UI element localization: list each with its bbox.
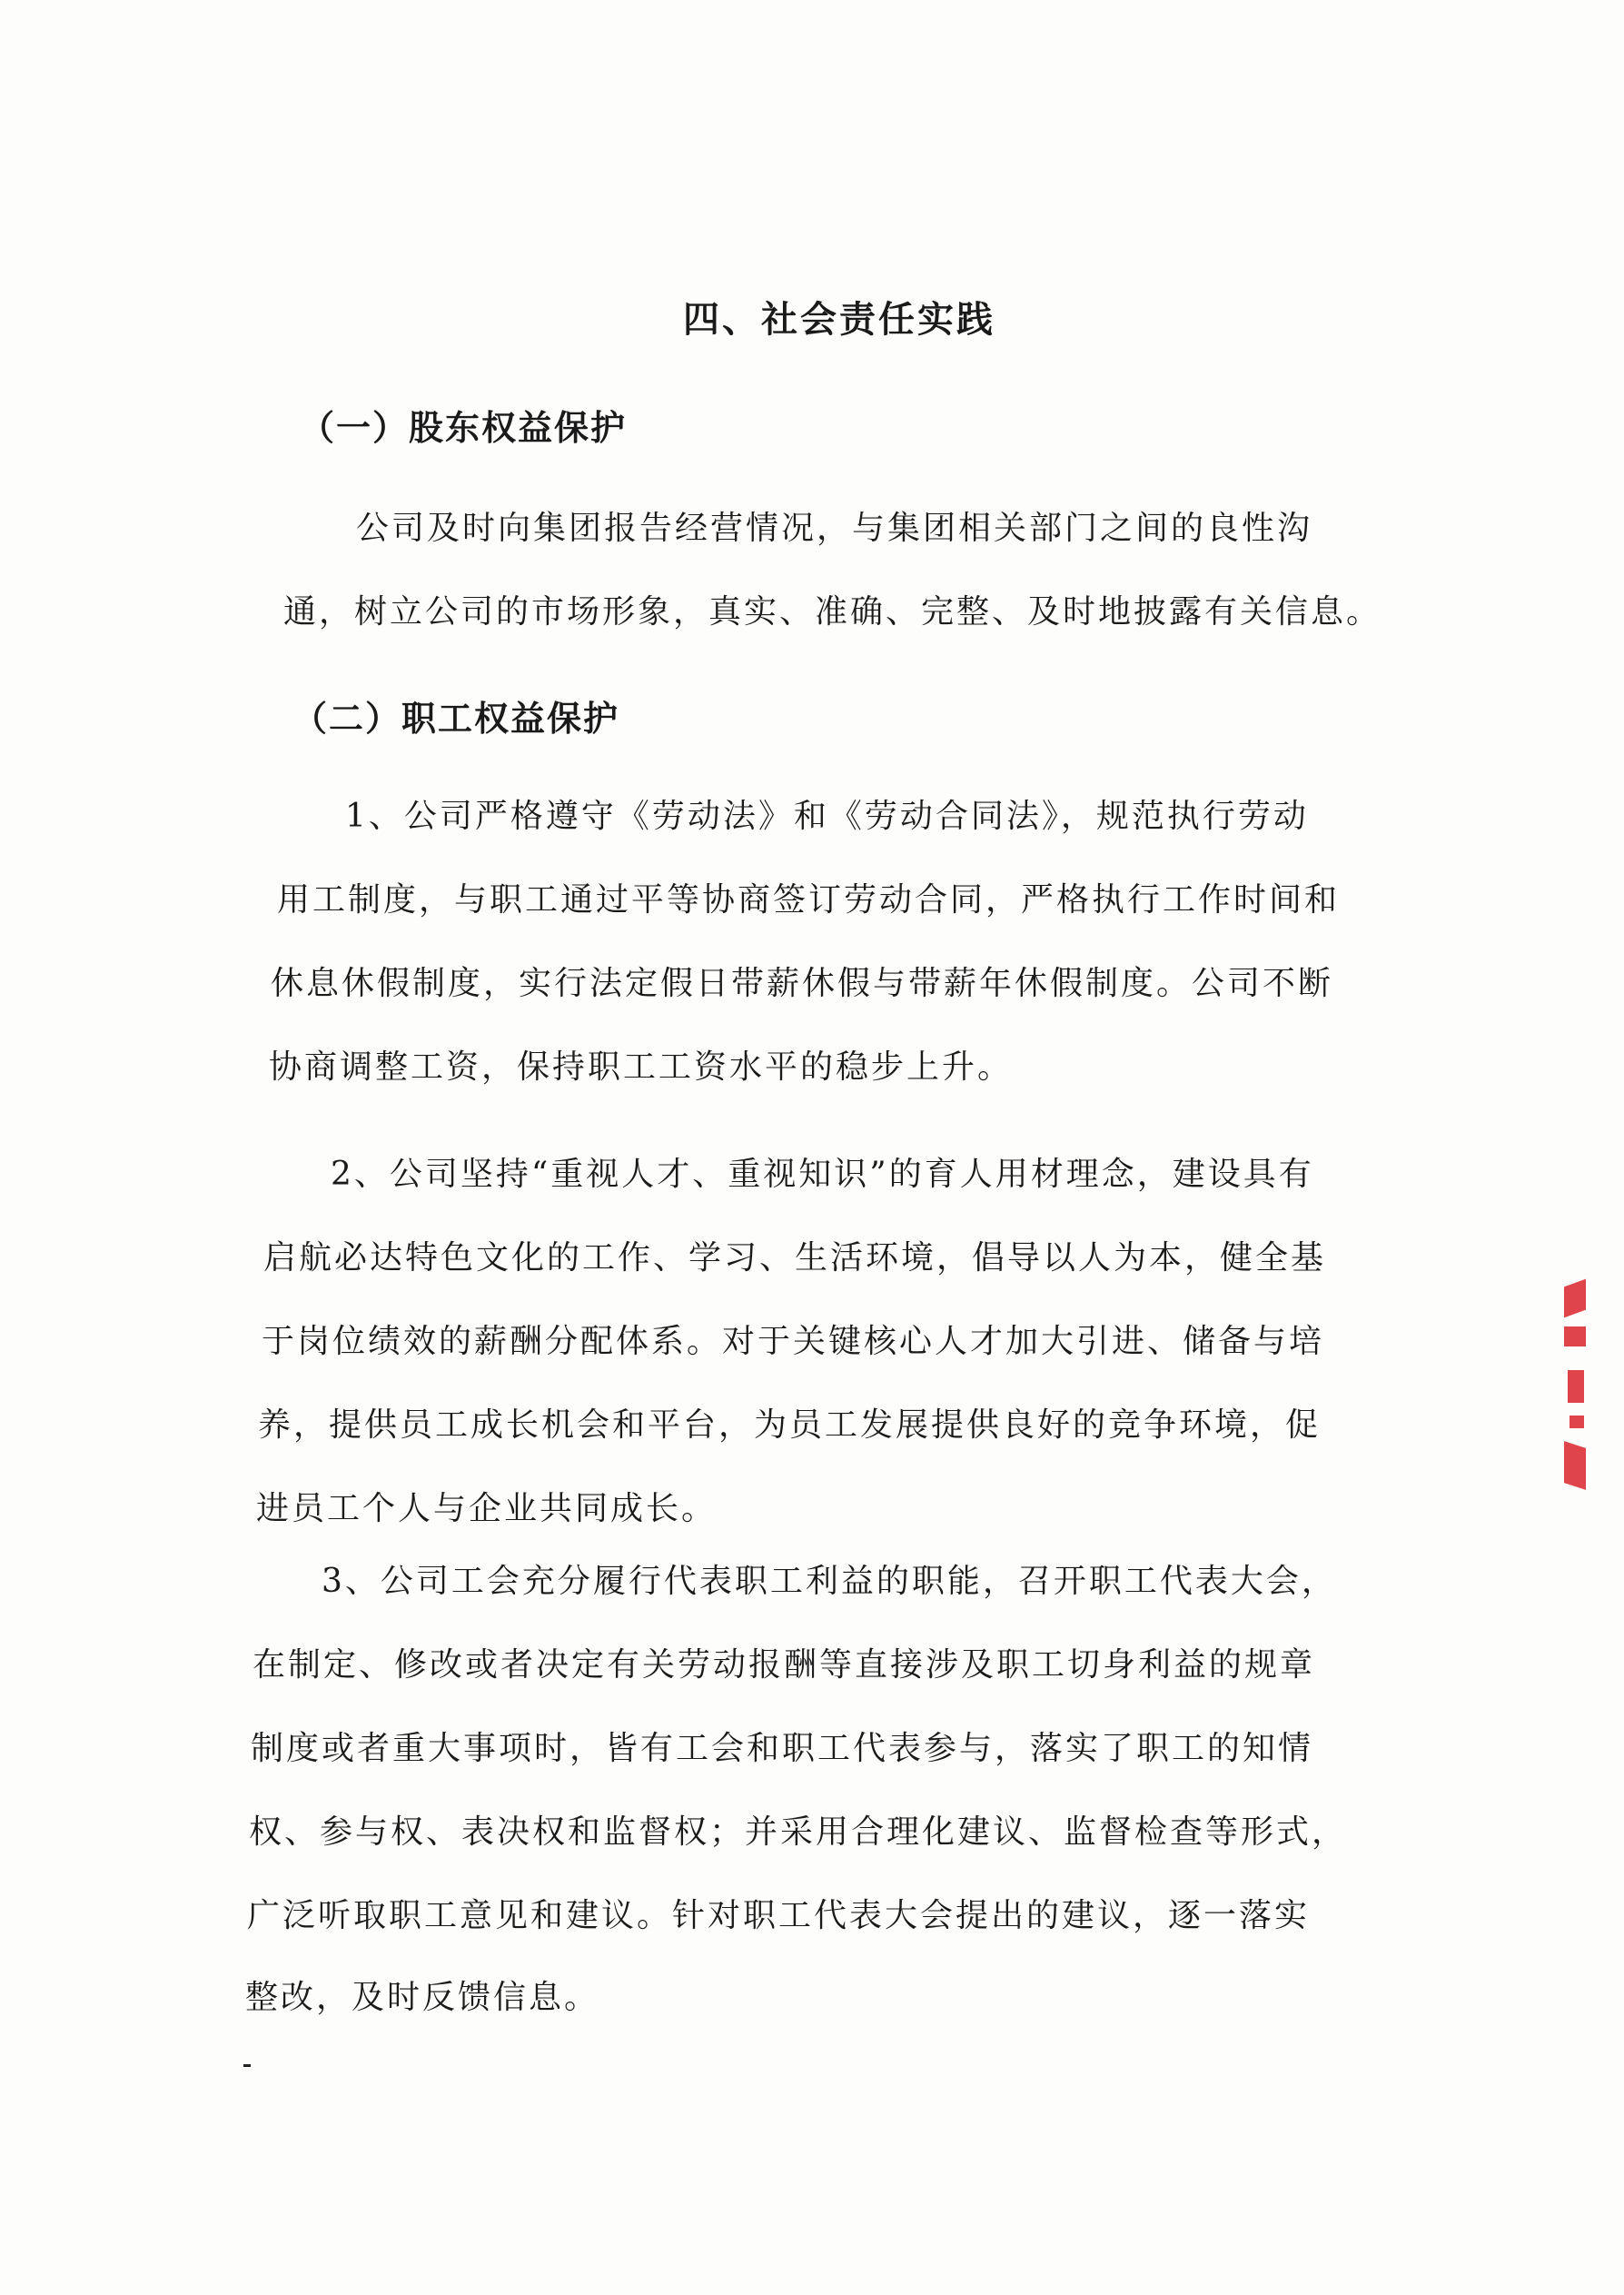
- seal-fragment: [1570, 1416, 1584, 1428]
- paragraph-line: 在制定、修改或者决定有关劳动报酬等直接涉及职工切身利益的规章: [253, 1646, 1316, 1684]
- seal-fragment: [1564, 1441, 1586, 1490]
- paragraph-line: 进员工个人与企业共同成长。: [256, 1490, 718, 1527]
- stray-mark: [243, 2064, 251, 2067]
- section-heading-shareholder: （一）股东权益保护: [300, 408, 628, 448]
- paragraph-line: 2、公司坚持“重视人才、重视知识”的育人用材理念，建设具有: [331, 1156, 1314, 1193]
- paragraph-line: 1、公司严格遵守《劳动法》和《劳动合同法》，规范执行劳动: [345, 798, 1309, 835]
- paragraph-line: 协商调整工资，保持职工工资水平的稳步上升。: [269, 1048, 1014, 1086]
- paragraph-line: 制度或者重大事项时，皆有工会和职工代表参与，落实了职工的知情: [251, 1730, 1314, 1767]
- paragraph-line: 通，树立公司的市场形象，真实、准确、完整、及时地披露有关信息。: [283, 593, 1382, 631]
- paragraph-line: 用工制度，与职工通过平等协商签订劳动合同，严格执行工作时间和: [277, 881, 1341, 919]
- paragraph-line: 3、公司工会充分履行代表职工利益的职能，召开职工代表大会，: [322, 1563, 1337, 1600]
- seal-fragment: [1568, 1370, 1584, 1403]
- seal-fragment: [1564, 1326, 1586, 1346]
- seal-fragment: [1564, 1279, 1586, 1318]
- paragraph-line: 权、参与权、表决权和监督权；并采用合理化建议、监督检查等形式，: [249, 1813, 1348, 1851]
- paragraph-line: 于岗位绩效的薪酬分配体系。对于关键核心人才加大引进、储备与培: [262, 1323, 1325, 1360]
- page-title: 四、社会责任实践: [683, 299, 995, 341]
- paragraph-line: 公司及时向集团报告经营情况，与集团相关部门之间的良性沟: [356, 510, 1313, 547]
- paragraph-line: 启航必达特色文化的工作、学习、生活环境，倡导以人为本，健全基: [263, 1239, 1327, 1277]
- paragraph-line: 休息休假制度，实行法定假日带薪休假与带薪年休假制度。公司不断: [271, 965, 1334, 1002]
- paragraph-line: 养，提供员工成长机会和平台，为员工发展提供良好的竞争环境，促: [258, 1406, 1322, 1444]
- section-heading-employee: （二）职工权益保护: [292, 699, 620, 739]
- paragraph-line: 广泛听取职工意见和建议。针对职工代表大会提出的建议，逐一落实: [247, 1897, 1311, 1934]
- seal-stamp-edge: [1564, 1283, 1588, 1501]
- paragraph-line: 整改，及时反馈信息。: [245, 1979, 600, 2016]
